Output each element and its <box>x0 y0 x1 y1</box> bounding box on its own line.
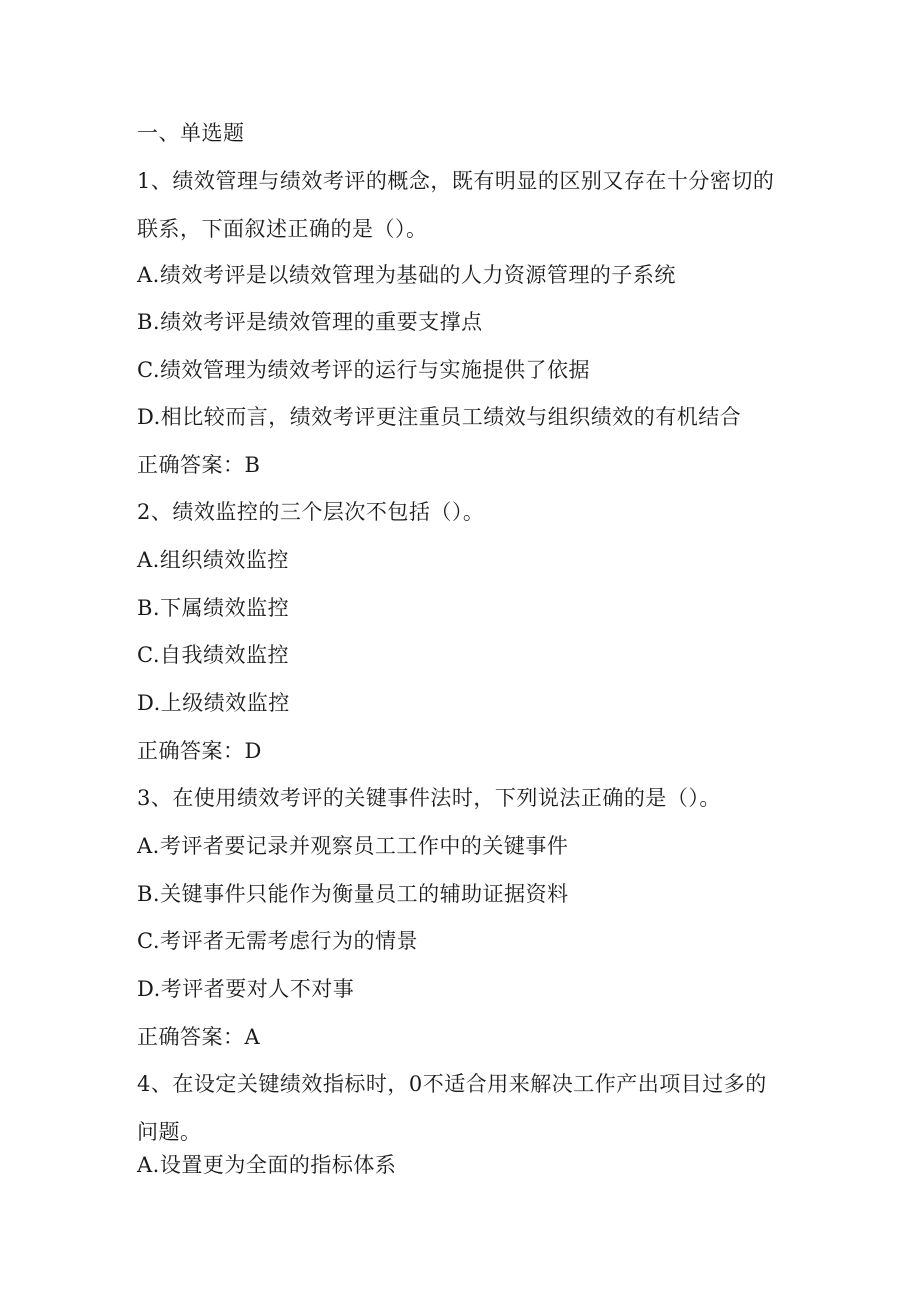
question-4-stem-line-1: 4、在设定关键绩效指标时，0不适合用来解决工作产出项目过多的 <box>137 1072 767 1096</box>
question-2-answer: 正确答案：D <box>137 739 262 763</box>
question-4-option-a: A.设置更为全面的指标体系 <box>137 1153 397 1177</box>
question-2-option-b: B.下属绩效监控 <box>137 596 290 620</box>
question-3-option-b: B.关键事件只能作为衡量员工的辅助证据资料 <box>137 882 569 906</box>
question-3-option-d: D.考评者要对人不对事 <box>137 977 355 1001</box>
question-1-stem-line-2: 联系，下面叙述正确的是（）。 <box>137 217 428 241</box>
question-4-stem-line-2: 问题。 <box>137 1120 202 1144</box>
question-1-option-b: B.绩效考评是绩效管理的重要支撑点 <box>137 310 483 334</box>
question-1-option-c: C.绩效管理为绩效考评的运行与实施提供了依据 <box>137 358 590 382</box>
question-2-option-d: D.上级绩效监控 <box>137 691 290 715</box>
question-3-option-a: A.考评者要记录并观察员工工作中的关键事件 <box>137 834 569 858</box>
question-1-option-a: A.绩效考评是以绩效管理为基础的人力资源管理的子系统 <box>137 263 676 287</box>
question-2-option-a: A.组织绩效监控 <box>137 548 289 572</box>
question-2-stem: 2、绩效监控的三个层次不包括（）。 <box>137 500 485 524</box>
question-3-option-c: C.考评者无需考虑行为的情景 <box>137 929 418 953</box>
question-1-answer: 正确答案：B <box>137 453 261 477</box>
question-3-answer: 正确答案：A <box>137 1025 261 1049</box>
question-3-stem: 3、在使用绩效考评的关键事件法时，下列说法正确的是（）。 <box>137 786 721 810</box>
question-1-stem-line-1: 1、绩效管理与绩效考评的概念，既有明显的区别又存在十分密切的 <box>137 169 775 193</box>
question-2-option-c: C.自我绩效监控 <box>137 643 289 667</box>
section-heading: 一、单选题 <box>137 121 245 145</box>
question-1-option-d: D.相比较而言，绩效考评更注重员工绩效与组织绩效的有机结合 <box>137 405 742 429</box>
